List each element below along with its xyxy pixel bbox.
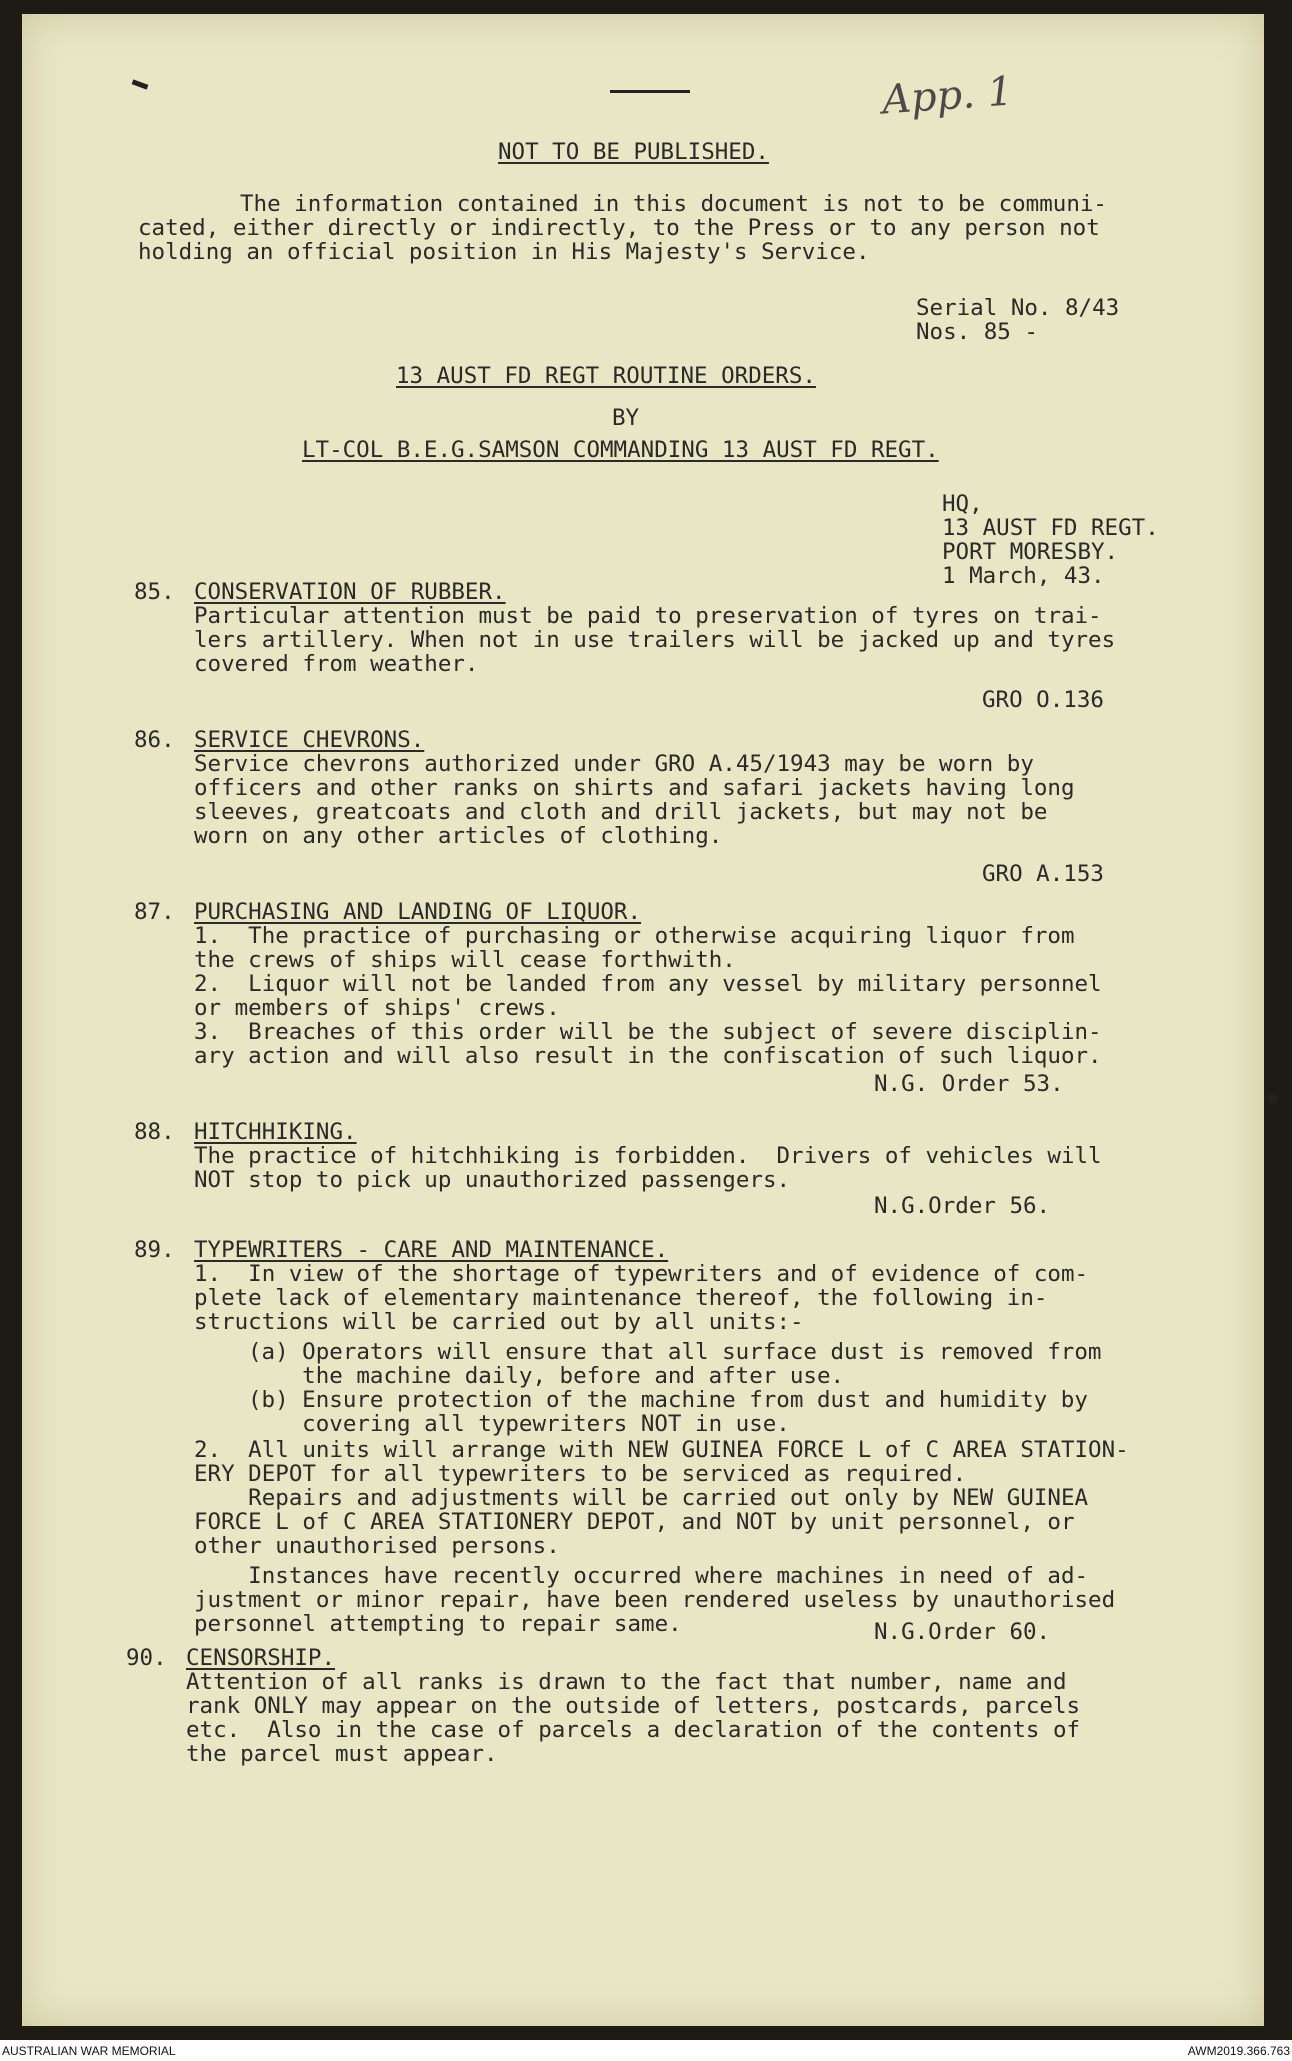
- order-reference: N.G.Order 56.: [874, 1193, 1051, 1219]
- notice-line: cated, either directly or indirectly, to the Press or to any person not: [138, 215, 1100, 241]
- order-title: HITCHHIKING.: [194, 1119, 357, 1145]
- order-line: Particular attention must be paid to preservation of tyres on trai-: [194, 603, 1102, 629]
- order-number: 90.: [126, 1645, 167, 1671]
- address-line: 13 AUST FD REGT.: [942, 515, 1159, 541]
- order-line: officers and other ranks on shirts and safari jackets having long: [194, 775, 1075, 801]
- order-line: ERY DEPOT for all typewriters to be serviced as required.: [194, 1461, 967, 1487]
- pin-mark: [132, 79, 149, 89]
- order-title: TYPEWRITERS - CARE AND MAINTENANCE.: [194, 1237, 669, 1263]
- order-line: Attention of all ranks is drawn to the fact that number, name and: [186, 1669, 1067, 1695]
- order-title: CENSORSHIP.: [186, 1645, 336, 1671]
- order-line: the crews of ships will cease forthwith.: [194, 947, 736, 973]
- address-line: 1 March, 43.: [942, 563, 1105, 589]
- order-line: sleeves, greatcoats and cloth and drill jackets, but may not be: [194, 799, 1048, 825]
- order-number: 85.: [134, 579, 175, 605]
- order-numbers: Nos. 85 -: [916, 319, 1038, 345]
- order-line: 2. All units will arrange with NEW GUINEA FORCE L of C AREA STATION-: [194, 1437, 1129, 1463]
- order-line: etc. Also in the case of parcels a declaration of the contents of: [186, 1717, 1081, 1743]
- document-title: 13 AUST FD REGT ROUTINE ORDERS.: [396, 363, 816, 389]
- order-line: FORCE L of C AREA STATIONERY DEPOT, and NOT by unit personnel, or: [194, 1509, 1075, 1535]
- order-number: 89.: [134, 1237, 175, 1263]
- order-line: other unauthorised persons.: [194, 1533, 560, 1559]
- order-line: or members of ships' crews.: [194, 995, 560, 1021]
- order-line: worn on any other articles of clothing.: [194, 823, 723, 849]
- address-line: HQ,: [942, 491, 983, 517]
- order-line: The practice of hitchhiking is forbidden. Drivers of vehicles will: [194, 1143, 1102, 1169]
- pin-mark: [1268, 1094, 1278, 1104]
- serial-number: Serial No. 8/43: [916, 295, 1120, 321]
- by-line: BY: [612, 405, 640, 431]
- order-line: Repairs and adjustments will be carried out only by NEW GUINEA: [194, 1485, 1089, 1511]
- order-reference: GRO O.136: [982, 687, 1104, 713]
- order-reference: N.G. Order 53.: [874, 1071, 1064, 1097]
- order-line: structions will be carried out by all units:-: [194, 1309, 804, 1335]
- order-title: CONSERVATION OF RUBBER.: [194, 579, 506, 605]
- order-line: the parcel must appear.: [186, 1741, 498, 1767]
- order-line: rank ONLY may appear on the outside of letters, postcards, parcels: [186, 1693, 1081, 1719]
- order-line: Service chevrons authorized under GRO A.45/1943 may be worn by: [194, 751, 1034, 777]
- order-line: Instances have recently occurred where machines in need of ad-: [194, 1563, 1089, 1589]
- archive-id: AWM2019.366.763: [1187, 2044, 1290, 2058]
- order-subitem: the machine daily, before and after use.: [248, 1363, 845, 1389]
- document-page: [22, 14, 1264, 2026]
- handwritten-annotation: App. 1: [880, 68, 1015, 124]
- order-line: 1. The practice of purchasing or otherwise acquiring liquor from: [194, 923, 1075, 949]
- address-line: PORT MORESBY.: [942, 539, 1119, 565]
- notice-line: The information contained in this document is not to be communi-: [240, 191, 1107, 217]
- order-line: NOT stop to pick up unauthorized passengers.: [194, 1167, 791, 1193]
- order-title: PURCHASING AND LANDING OF LIQUOR.: [194, 899, 642, 925]
- order-line: lers artillery. When not in use trailers will be jacked up and tyres: [194, 627, 1116, 653]
- commander-line: LT-COL B.E.G.SAMSON COMMANDING 13 AUST FD REGT.: [302, 437, 939, 463]
- order-number: 86.: [134, 727, 175, 753]
- order-subitem: covering all typewriters NOT in use.: [248, 1411, 790, 1437]
- order-line: justment or minor repair, have been rendered useless by unauthorised: [194, 1587, 1116, 1613]
- order-line: covered from weather.: [194, 651, 479, 677]
- archive-name: AUSTRALIAN WAR MEMORIAL: [2, 2044, 176, 2058]
- restriction-heading: NOT TO BE PUBLISHED.: [498, 139, 769, 165]
- order-line: 1. In view of the shortage of typewriters and of evidence of com-: [194, 1261, 1089, 1287]
- order-subitem: (b) Ensure protection of the machine from dust and humidity by: [248, 1387, 1088, 1413]
- order-line: personnel attempting to repair same.: [194, 1611, 682, 1637]
- order-reference: N.G.Order 60.: [874, 1619, 1051, 1645]
- order-line: 3. Breaches of this order will be the subject of severe disciplin-: [194, 1019, 1102, 1045]
- order-line: 2. Liquor will not be landed from any vessel by military personnel: [194, 971, 1102, 997]
- notice-line: holding an official position in His Majesty's Service.: [138, 239, 870, 265]
- order-line: ary action and will also result in the confiscation of such liquor.: [194, 1043, 1102, 1069]
- archive-footer: [0, 2040, 1292, 2061]
- staple-mark: [610, 90, 690, 93]
- order-number: 87.: [134, 899, 175, 925]
- order-number: 88.: [134, 1119, 175, 1145]
- order-subitem: (a) Operators will ensure that all surface dust is removed from: [248, 1339, 1102, 1365]
- order-reference: GRO A.153: [982, 861, 1104, 887]
- order-line: plete lack of elementary maintenance thereof, the following in-: [194, 1285, 1048, 1311]
- order-title: SERVICE CHEVRONS.: [194, 727, 425, 753]
